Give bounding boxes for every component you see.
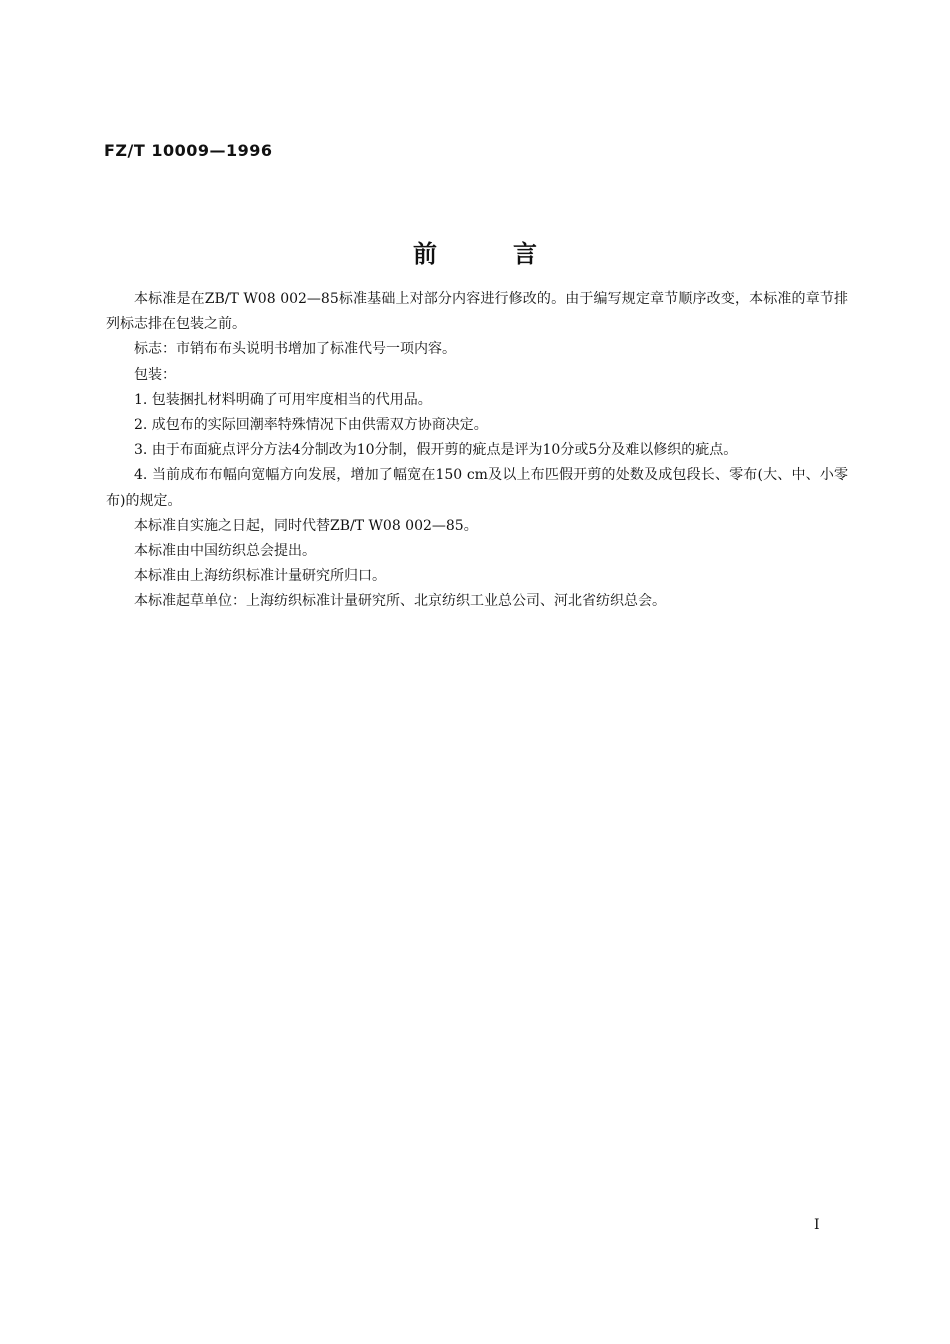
paragraph: 标志：市销布布头说明书增加了标准代号一项内容。 <box>134 341 456 358</box>
paragraph: 本标准由中国纺织总会提出。 <box>134 543 316 560</box>
list-item: 4. 当前成布布幅向宽幅方向发展，增加了幅宽在150 cm及以上布匹假开剪的处数及成包段长、零布(大、中、小零布)的规定。 <box>106 467 848 509</box>
page-title: 前言 <box>413 240 613 268</box>
paragraph: 包装： <box>134 366 176 383</box>
list-item: 3. 由于布面疵点评分方法4分制改为10分制，假开剪的疵点是评为10分或5分及难以修织的疵点。 <box>134 442 738 459</box>
document-code: FZ/T 10009—1996 <box>104 141 273 160</box>
list-item: 2. 成包布的实际回潮率特殊情况下由供需双方协商决定。 <box>134 417 488 434</box>
foreword-body <box>106 287 848 615</box>
paragraph: 本标准起草单位：上海纺织标准计量研究所、北京纺织工业总公司、河北省纺织总会。 <box>134 593 666 610</box>
list-item: 1. 包装捆扎材料明确了可用牢度相当的代用品。 <box>134 391 432 408</box>
paragraph: 本标准由上海纺织标准计量研究所归口。 <box>134 568 386 585</box>
paragraph: 本标准是在ZB/T W08 002—85标准基础上对部分内容进行修改的。由于编写规定章节顺序改变，本标准的章节排列标志排在包装之前。 <box>106 291 848 333</box>
paragraph: 本标准自实施之日起，同时代替ZB/T W08 002—85。 <box>134 517 478 534</box>
page-number: I <box>814 1217 820 1233</box>
